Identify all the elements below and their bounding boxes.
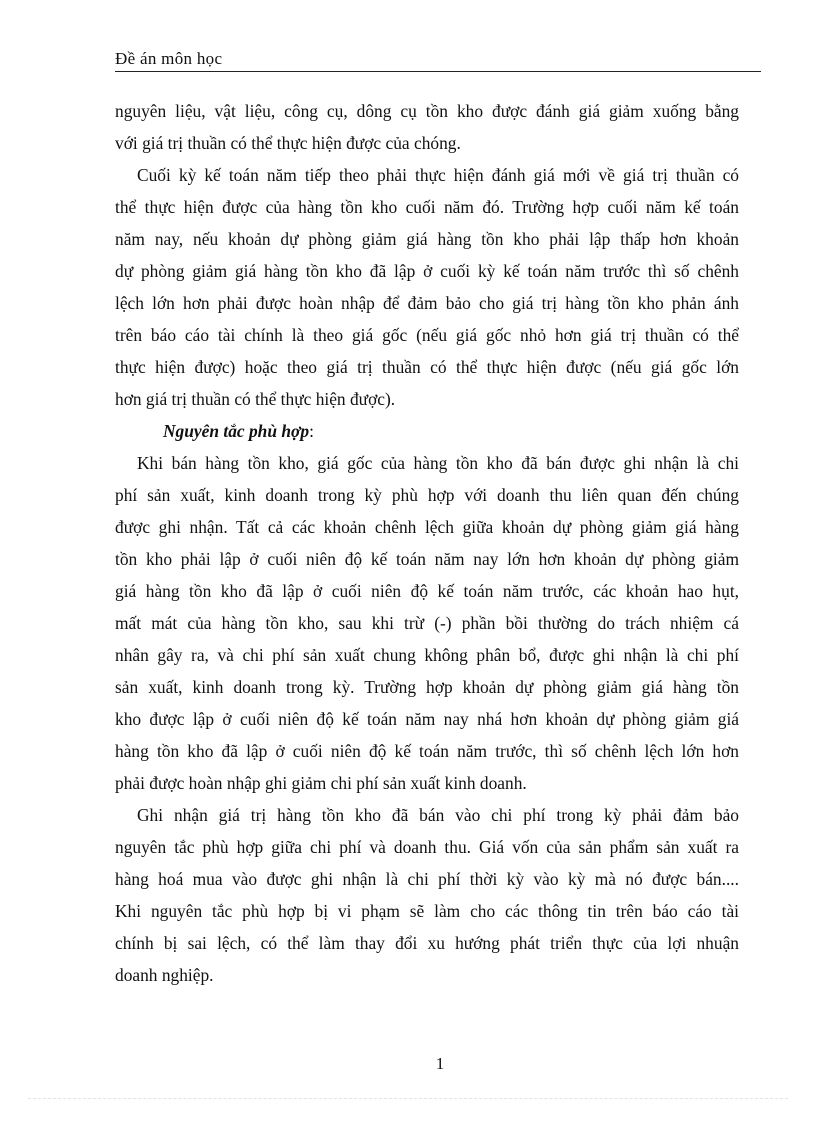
text-line: kho được lập ở cuối niên độ kế toán năm nay nhá hơn khoản dự phòng giảm giá [115, 709, 739, 729]
section-heading-suffix: : [309, 421, 314, 441]
text-line: hàng tồn kho đã lập ở cuối niên độ kế toán năm trước, thì số chênh lệch lớn hơn [115, 741, 739, 761]
text-line: trên báo cáo tài chính là theo giá gốc (nếu giá gốc nhỏ hơn giá trị thuần có thể [115, 325, 739, 345]
text-line: doanh nghiệp. [115, 965, 214, 985]
text-line: thể thực hiện được của hàng tồn kho cuối năm đó. Trường hợp cuối năm kế toán [115, 197, 739, 217]
text-line: mất mát của hàng tồn kho, sau khi trừ (-) phần bồi thường do trách nhiệm cá [115, 613, 739, 633]
text-line: nguyên tắc phù hợp giữa chi phí và doanh thu. Giá vốn của sản phẩm sản xuất ra [115, 837, 739, 857]
text-line: Ghi nhận giá trị hàng tồn kho đã bán vào chi phí trong kỳ phải đảm bảo [137, 805, 739, 825]
text-line: dự phòng giảm giá hàng tồn kho đã lập ở cuối kỳ kế toán năm trước thì số chênh [115, 261, 739, 281]
section-heading-text: Nguyên tắc phù hợp [163, 421, 310, 441]
text-line: tồn kho phải lập ở cuối niên độ kế toán năm nay lớn hơn khoản dự phòng giảm [115, 549, 739, 569]
text-line: năm nay, nếu khoản dự phòng giảm giá hàng tồn kho phải lập thấp hơn khoản [115, 229, 739, 249]
page-header [115, 49, 761, 72]
header-title: Đề án môn học [115, 49, 223, 68]
text-line: sản xuất, kinh doanh trong kỳ. Trường hợp khoản dự phòng giảm giá hàng tồn [115, 677, 739, 697]
page-number: 1 [435, 1054, 445, 1073]
text-line: nguyên liệu, vật liệu, công cụ, dông cụ tồn kho được đánh giá giảm xuống bằng [115, 101, 739, 121]
text-line: nhân gây ra, và chi phí sản xuất chung không phân bổ, được ghi nhận là chi phí [115, 645, 739, 665]
text-line: hơn giá trị thuần có thể thực hiện được). [115, 389, 396, 409]
section-heading [115, 415, 739, 447]
text-line: phải được hoàn nhập ghi giảm chi phí sản xuất kinh doanh. [115, 773, 527, 793]
text-line: Khi nguyên tắc phù hợp bị vi phạm sẽ làm cho các thông tin trên báo cáo tài [115, 901, 739, 921]
document-body [115, 95, 739, 991]
text-line: Khi bán hàng tồn kho, giá gốc của hàng tồn kho đã bán được ghi nhận là chi [137, 453, 739, 473]
text-line: hàng hoá mua vào được ghi nhận là chi phí thời kỳ vào kỳ mà nó được bán.... [115, 869, 739, 889]
text-line: lệch lớn hơn phải được hoàn nhập để đảm bảo cho giá trị hàng tồn kho phản ánh [115, 293, 739, 313]
text-line: được ghi nhận. Tất cả các khoản chênh lệch giữa khoản dự phòng giảm giá hàng [115, 517, 739, 537]
text-line: Cuối kỳ kế toán năm tiếp theo phải thực hiện đánh giá mới về giá trị thuần có [137, 165, 739, 185]
page-bottom-divider [28, 1098, 788, 1099]
text-line: với giá trị thuần có thể thực hiện được của chóng. [115, 133, 461, 153]
text-line: thực hiện được) hoặc theo giá trị thuần có thể thực hiện được (nếu giá gốc lớn [115, 357, 739, 377]
text-line: giá hàng tồn kho đã lập ở cuối niên độ kế toán năm trước, các khoản hao hụt, [115, 581, 739, 601]
text-line: chính bị sai lệch, có thể làm thay đổi xu hướng phát triển thực của lợi nhuận [115, 933, 739, 953]
text-line: phí sản xuất, kinh doanh trong kỳ phù hợp với doanh thu liên quan đến chúng [115, 485, 739, 505]
